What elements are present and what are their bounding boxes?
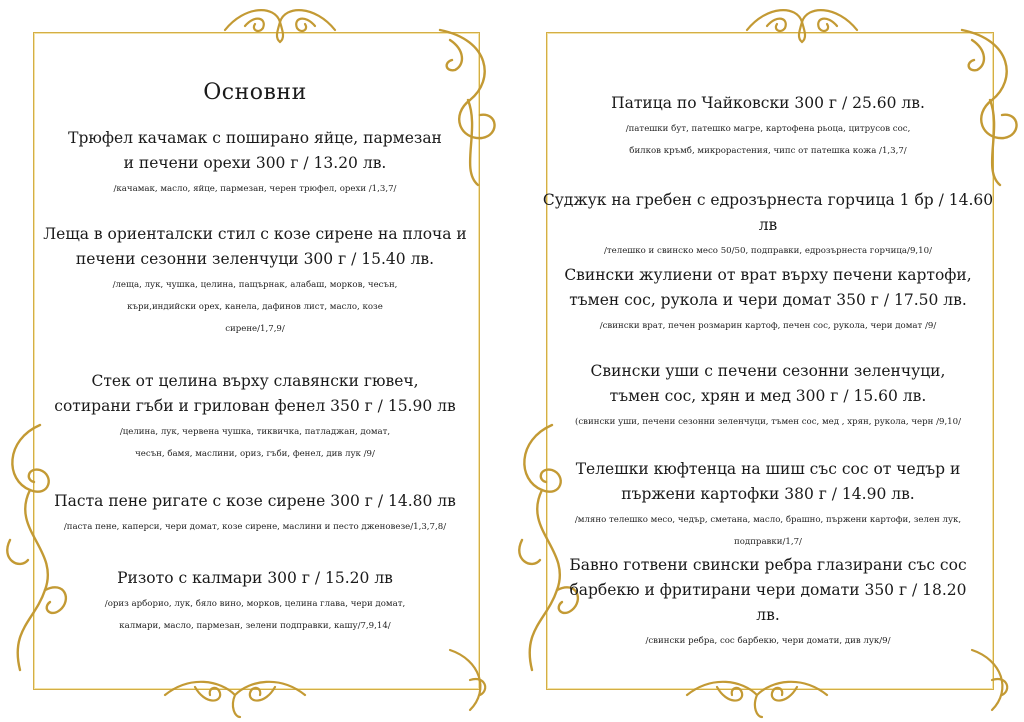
dish-name: Патица по Чайковски 300 г / 25.60 лв. xyxy=(611,94,925,112)
dish-ingredients: /качамак, масло, яйце, пармезан, черен трюфел, орехи /1,3,7/ xyxy=(113,184,397,194)
bottom-scroll-ornament xyxy=(160,665,310,722)
menu-item xyxy=(552,91,984,162)
dish-ingredients: /паста пене, каперси, чери домат, козе сирене, маслини и песто дженовезе/1,3,7,8/ xyxy=(63,522,447,532)
dish-ingredients: (свински уши, печени сезонни зеленчуци, тъмен сос, мед , хрян, рукола, черн /9,10/ xyxy=(574,417,962,427)
top-scroll-ornament xyxy=(737,0,867,45)
menu-item xyxy=(40,489,470,538)
bottom-right-corner-ornament xyxy=(440,640,500,720)
menu-item xyxy=(40,126,470,200)
bottom-right-corner-ornament xyxy=(962,640,1022,720)
menu-page-right xyxy=(512,0,1024,722)
menu-item xyxy=(552,359,984,433)
menu-item xyxy=(552,263,984,337)
dish-ingredients: /свински врат, печен розмарин картоф, печен сос, рукола, чери домат /9/ xyxy=(599,321,937,331)
dish-name: Телешки кюфтенца на шиш със сос от чедър и пържени картофки 380 г / 14.90 лв. xyxy=(575,460,961,503)
menu-item xyxy=(542,188,994,262)
dish-ingredients: /патешки бут, патешко магре, картофена рьоца, цитрусов сос, билков кръмб, микрорастения, чипс от патешка кожа /1,3,7/ xyxy=(625,124,911,156)
dish-name: Леща в ориенталски стил с козе сирене на плоча и печени сезонни зеленчуци 300 г / 15.40 лв. xyxy=(43,225,467,268)
dish-name: Паста пене ригате с козе сирене 300 г / 14.80 лв xyxy=(54,492,456,510)
menu-item xyxy=(40,369,470,465)
top-scroll-ornament xyxy=(215,0,345,45)
menu-item xyxy=(552,553,984,652)
menu-item xyxy=(542,457,994,553)
menu-item xyxy=(40,222,470,340)
menu-item xyxy=(40,566,470,637)
dish-name: Ризото с калмари 300 г / 15.20 лв xyxy=(117,569,393,587)
dish-name: Свински уши с печени сезонни зеленчуци, тъмен сос, хрян и мед 300 г / 15.60 лв. xyxy=(590,362,946,405)
bottom-scroll-ornament xyxy=(682,665,832,722)
dish-ingredients: /целина, лук, червена чушка, тиквичка, патладжан, домат, чесън, бамя, маслини, ориз, гъби, фенел, див лук /9/ xyxy=(119,427,391,459)
section-heading: Основни xyxy=(203,80,307,105)
dish-name: Трюфел качамак с поширано яйце, пармезан и печени орехи 300 г / 13.20 лв. xyxy=(68,129,442,172)
dish-ingredients: /мляно телешко месо, чедър, сметана, масло, брашно, пържени картофи, зелен лук, подправки/1,7/ xyxy=(574,515,962,547)
dish-name: Свински жулиени от врат върху печени картофи, тъмен сос, рукола и чери домат 350 г / 17.50 лв. xyxy=(564,266,972,309)
dish-ingredients: /леща, лук, чушка, целина, пащърнак, алабаш, морков, чесън, къри,индийски орех, канела, дафинов лист, масло, козе сирене/1,7,9/ xyxy=(112,280,398,334)
dish-ingredients: /свински ребра, сос барбекю, чери домати, див лук/9/ xyxy=(645,636,891,646)
dish-ingredients: /ориз арборио, лук, бяло вино, морков, целина глава, чери домат, калмари, масло, пармезан, зелени подправки, кашу/7,9,14/ xyxy=(104,599,406,631)
dish-ingredients: /телешко и свинско месо 50/50, подправки, едрозърнеста горчица/9,10/ xyxy=(604,246,932,256)
dish-name: Суджук на гребен с едрозърнеста горчица 1 бр / 14.60 лв xyxy=(542,191,994,234)
dish-name: Бавно готвени свински ребра глазирани със сос барбекю и фритирани чери домати 350 г / 18.20 лв. xyxy=(569,556,967,624)
dish-name: Стек от целина върху славянски гювеч, сотирани гъби и гриловaн фенел 350 г / 15.90 лв xyxy=(54,372,456,415)
